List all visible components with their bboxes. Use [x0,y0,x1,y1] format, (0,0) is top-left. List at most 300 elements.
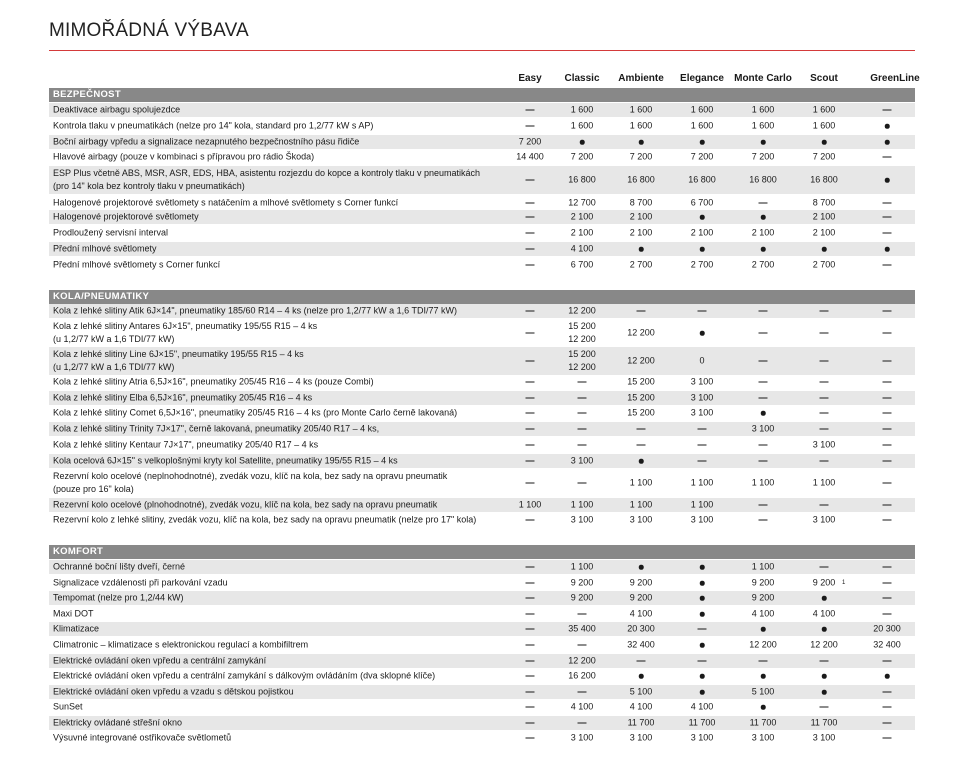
table-row [49,513,915,527]
not-available-dash [759,520,768,521]
price-cell: 2 100 [751,227,775,238]
not-available-dash [578,723,587,724]
price-cell: 1 600 [751,120,775,131]
standard-dot-icon [822,690,827,695]
not-available-dash [759,203,768,204]
price-cell: 9 200 [570,592,594,603]
not-available-dash [637,311,646,312]
standard-dot-icon [885,124,890,129]
not-available-dash [698,629,707,630]
row-label: Kola z lehké slitiny Comet 6,5J×16", pneumatiky 205/45 R16 – 4 ks (pro Monte Carlo černě lakovaná) [53,407,458,418]
row-label: Climatronic – klimatizace s elektronickou regulací a kombifiltrem [53,639,309,650]
not-available-dash [820,333,829,334]
table-row [49,638,915,652]
not-available-dash [759,311,768,312]
table-row [49,654,915,668]
not-available-dash [698,461,707,462]
row-label: Kola ocelová 6J×15" s velkoplošnými kryty kol Satellite, pneumatiky 195/55 R15 – 4 ks [53,455,398,466]
not-available-dash [883,445,892,446]
row-label: Signalizace vzdálenosti při parkování vzadu [53,577,228,588]
standard-dot-icon [822,674,827,679]
price-cell: 5 100 [751,686,775,697]
standard-dot-icon [885,178,890,183]
not-available-dash [698,429,707,430]
standard-dot-icon [822,627,827,632]
row-label: Rezervní kolo z lehké slitiny, zvedák vozu, klíč na kola, bez sady na opravu pneumatik (nelze pro 17" kola) [53,514,477,525]
standard-dot-icon [700,581,705,586]
price-cell: 15 200 12 200 [568,349,596,372]
title-divider [49,50,915,51]
price-cell: 3 100 [690,407,714,418]
price-cell: 16 800 [627,174,655,185]
not-available-dash [883,723,892,724]
not-available-dash [759,461,768,462]
not-available-dash [883,217,892,218]
table-row [49,438,915,452]
row-label: Deaktivace airbagu spolujezdce [53,104,181,115]
variant-header-scout: Scout [810,73,838,84]
price-cell: 4 100 [629,608,653,619]
price-cell: 7 200 [751,151,775,162]
price-cell: 3 100 [812,732,836,743]
standard-dot-icon [885,247,890,252]
price-cell: 20 300 [627,623,655,634]
not-available-dash [883,692,892,693]
not-available-dash [759,445,768,446]
not-available-dash [883,265,892,266]
table-row [49,391,915,405]
price-cell: 15 200 [627,407,655,418]
price-cell: 2 100 [570,211,594,222]
not-available-dash [883,157,892,158]
table-row [49,498,915,512]
price-cell: 16 800 [749,174,777,185]
price-cell: 9 200 [570,577,594,588]
price-cell: 1 100 [812,477,836,488]
price-cell: 14 400 [516,151,544,162]
not-available-dash [637,445,646,446]
price-cell: 2 100 [629,227,653,238]
standard-dot-icon [761,674,766,679]
price-cell: 2 700 [751,259,775,270]
price-cell: 8 700 [629,197,653,208]
variant-header-greenline: GreenLine [870,73,920,84]
not-available-dash [578,429,587,430]
not-available-dash [526,707,535,708]
price-cell: 1 600 [570,104,594,115]
price-cell: 1 100 [751,477,775,488]
standard-dot-icon [639,140,644,145]
price-cell: 1 600 [629,120,653,131]
not-available-dash [526,661,535,662]
not-available-dash [526,629,535,630]
not-available-dash [820,361,829,362]
standard-dot-icon [761,705,766,710]
not-available-dash [526,445,535,446]
variant-header-classic: Classic [564,73,600,84]
not-available-dash [883,738,892,739]
page-title: MIMOŘÁDNÁ VÝBAVA [49,20,249,41]
not-available-dash [698,311,707,312]
table-row [49,304,915,318]
not-available-dash [526,567,535,568]
price-cell: 1 100 [690,499,714,510]
row-label: Ochranné boční lišty dveří, černé [53,561,186,572]
row-label: Kontrola tlaku v pneumatikách (nelze pro 14" kola, standard pro 1,2/77 kW s AP) [53,120,374,131]
table-row [49,196,915,210]
variant-header-easy: Easy [518,73,542,84]
table-row [49,622,915,636]
not-available-dash [526,265,535,266]
not-available-dash [883,505,892,506]
not-available-dash [883,483,892,484]
not-available-dash [526,614,535,615]
row-label: Rezervní kolo ocelové (neplnohodnotné), zvedák vozu, klíč na kola, bez sady na opravu pneumatik (pouze pro 16" kola) [53,471,448,494]
not-available-dash [526,180,535,181]
not-available-dash [526,382,535,383]
standard-dot-icon [700,596,705,601]
row-label: Kola z lehké slitiny Atik 6J×14", pneumatiky 185/60 R14 – 4 ks (nelze pro 1,2/77 kW a 1,6 TDI/77 kW) [53,305,457,316]
not-available-dash [578,445,587,446]
not-available-dash [883,707,892,708]
not-available-dash [578,483,587,484]
row-label: Klimatizace [53,623,100,634]
not-available-dash [883,429,892,430]
price-cell: 1 100 [518,499,542,510]
variant-header-row [49,73,920,87]
price-cell: 12 200 [627,355,655,366]
standard-dot-icon [761,411,766,416]
not-available-dash [883,520,892,521]
not-available-dash [820,382,829,383]
price-cell: 1 100 [629,499,653,510]
row-label: Výsuvné integrované ostřikovače světlometů [53,732,232,743]
not-available-dash [578,382,587,383]
price-cell: 12 200 [749,639,777,650]
price-cell: 12 200 [627,327,655,338]
row-label: Halogenové projektorové světlomety [53,211,199,222]
price-cell: 3 100 [629,732,653,743]
price-cell: 7 200 [812,151,836,162]
variant-header-elegance: Elegance [680,73,724,84]
not-available-dash [820,461,829,462]
table-row [49,375,915,389]
table-row [49,700,915,714]
table-row [49,685,915,699]
not-available-dash [759,398,768,399]
price-cell: 9 200 [812,577,836,588]
price-cell: 2 700 [812,259,836,270]
standard-dot-icon [700,612,705,617]
not-available-dash [883,311,892,312]
price-cell: 16 800 [810,174,838,185]
table-row [49,591,915,605]
standard-dot-icon [700,215,705,220]
price-cell: 1 600 [812,120,836,131]
price-cell: 7 200 [690,151,714,162]
standard-dot-icon [885,140,890,145]
price-cell: 1 600 [690,120,714,131]
not-available-dash [820,505,829,506]
standard-dot-icon [761,627,766,632]
table-row [49,422,915,436]
not-available-dash [759,333,768,334]
not-available-dash [883,567,892,568]
not-available-dash [883,233,892,234]
not-available-dash [759,661,768,662]
price-cell: 32 400 [873,639,901,650]
not-available-dash [578,645,587,646]
row-label: Elektrické ovládání oken vpředu a vzadu s dětskou pojistkou [53,686,294,697]
table-row [49,576,915,590]
price-cell: 16 800 [568,174,596,185]
standard-dot-icon [700,565,705,570]
price-cell: 1 100 [570,561,594,572]
price-cell: 1 100 [629,477,653,488]
price-cell: 3 100 [812,514,836,525]
table-row [49,716,915,730]
table-row [49,119,915,133]
row-label: Elektrické ovládání oken vpředu a centrální zamykání [53,655,267,666]
not-available-dash [820,413,829,414]
price-cell: 3 100 [570,514,594,525]
price-cell: 20 300 [873,623,901,634]
price-cell: 4 100 [751,608,775,619]
not-available-dash [759,382,768,383]
standard-dot-icon [639,565,644,570]
standard-dot-icon [761,247,766,252]
price-cell: 2 100 [812,227,836,238]
price-cell: 4 100 [629,701,653,712]
table-row [49,258,915,272]
price-cell: 11 700 [810,717,838,728]
row-label: Halogenové projektorové světlomety s natáčením a mlhové světlomety s Corner funkcí [53,197,399,208]
table-row [49,242,915,256]
standard-dot-icon [700,331,705,336]
price-cell: 32 400 [627,639,655,650]
not-available-dash [698,445,707,446]
not-available-dash [883,461,892,462]
table-row [49,731,915,745]
not-available-dash [526,461,535,462]
not-available-dash [883,398,892,399]
standard-dot-icon [700,674,705,679]
row-label: Kola z lehké slitiny Line 6J×15", pneumatiky 195/55 R15 – 4 ks (u 1,2/77 kW a 1,6 TDI/77 kW) [53,349,304,372]
not-available-dash [526,723,535,724]
price-cell: 3 100 [570,455,594,466]
standard-dot-icon [885,674,890,679]
standard-dot-icon [761,215,766,220]
not-available-dash [883,382,892,383]
price-cell: 2 700 [690,259,714,270]
not-available-dash [526,598,535,599]
price-cell: 9 200 [629,577,653,588]
price-cell: 6 700 [570,259,594,270]
row-label: Kola z lehké slitiny Kentaur 7J×17", pneumatiky 205/40 R17 – 4 ks [53,439,319,450]
row-label: Maxi DOT [53,608,94,619]
standard-dot-icon [580,140,585,145]
price-cell: 3 100 [690,732,714,743]
row-label: Prodloužený servisní interval [53,227,169,238]
price-cell: 12 200 [810,639,838,650]
not-available-dash [698,661,707,662]
not-available-dash [759,505,768,506]
table-row [49,406,915,420]
price-cell: 4 100 [812,608,836,619]
price-cell: 9 200 [751,592,775,603]
price-cell: 3 100 [751,423,775,434]
footnote-marker: 1 [842,580,846,586]
price-cell: 1 100 [751,561,775,572]
not-available-dash [578,692,587,693]
price-cell: 3 100 [690,392,714,403]
table-row [49,135,915,149]
standard-dot-icon [700,247,705,252]
not-available-dash [526,398,535,399]
row-label: Kola z lehké slitiny Antares 6J×15", pneumatiky 195/55 R15 – 4 ks (u 1,2/77 kW a 1,6 TDI/77 kW) [53,321,318,344]
not-available-dash [883,333,892,334]
price-cell: 15 200 [627,376,655,387]
row-label: Elektricky ovládané střešní okno [53,717,183,728]
table-row [49,103,915,117]
price-cell: 1 100 [570,499,594,510]
standard-dot-icon [639,459,644,464]
table-row [49,669,915,683]
not-available-dash [578,398,587,399]
row-label: Elektrické ovládání oken vpředu a centrální zamykání s dálkovým ovládáním (dva sklopné klíče) [53,670,436,681]
price-cell: 6 700 [690,197,714,208]
price-cell: 16 800 [688,174,716,185]
table-row [49,469,915,497]
not-available-dash [526,520,535,521]
price-cell: 1 600 [570,120,594,131]
not-available-dash [526,311,535,312]
table-row [49,166,915,194]
row-label: Kola z lehké slitiny Elba 6,5J×16", pneumatiky 205/45 R16 – 4 ks [53,392,313,403]
not-available-dash [637,661,646,662]
not-available-dash [526,483,535,484]
price-cell: 11 700 [688,717,716,728]
not-available-dash [637,429,646,430]
not-available-dash [883,110,892,111]
not-available-dash [759,361,768,362]
not-available-dash [883,598,892,599]
not-available-dash [883,203,892,204]
not-available-dash [883,661,892,662]
not-available-dash [526,126,535,127]
not-available-dash [820,661,829,662]
not-available-dash [883,614,892,615]
not-available-dash [526,110,535,111]
price-cell: 3 100 [690,376,714,387]
section-header: BEZPEČNOST [49,88,915,102]
price-cell: 2 100 [629,211,653,222]
not-available-dash [526,429,535,430]
price-cell: 7 200 [570,151,594,162]
table-row [49,226,915,240]
row-label: Kola z lehké slitiny Atria 6,5J×16", pneumatiky 205/45 R16 – 4 ks (pouze Combi) [53,376,374,387]
price-cell: 8 700 [812,197,836,208]
standard-dot-icon [822,596,827,601]
price-cell: 12 200 [568,655,596,666]
not-available-dash [526,692,535,693]
price-cell: 7 200 [518,136,542,147]
price-cell: 3 100 [690,514,714,525]
not-available-dash [526,361,535,362]
price-cell: 11 700 [749,717,777,728]
price-cell: 3 100 [570,732,594,743]
price-cell: 1 600 [812,104,836,115]
price-cell: 15 200 [627,392,655,403]
row-label: SunSet [53,701,83,712]
not-available-dash [578,413,587,414]
not-available-dash [820,311,829,312]
standard-dot-icon [700,690,705,695]
not-available-dash [526,203,535,204]
not-available-dash [883,413,892,414]
price-cell: 12 200 [568,305,596,316]
standard-dot-icon [700,643,705,648]
table-row [49,210,915,224]
not-available-dash [883,361,892,362]
standard-dot-icon [761,140,766,145]
price-cell: 1 600 [751,104,775,115]
price-cell: 1 100 [690,477,714,488]
not-available-dash [526,676,535,677]
price-cell: 7 200 [629,151,653,162]
row-label: Tempomat (nelze pro 1,2/44 kW) [53,592,184,603]
not-available-dash [526,583,535,584]
table-row [49,150,915,164]
row-label: Rezervní kolo ocelové (plnohodnotné), zvedák vozu, klíč na kola, bez sady na opravu pneumatik [53,499,438,510]
price-cell: 12 700 [568,197,596,208]
price-cell: 11 700 [627,717,655,728]
price-cell: 2 100 [570,227,594,238]
price-cell: 35 400 [568,623,596,634]
not-available-dash [578,614,587,615]
not-available-dash [526,645,535,646]
not-available-dash [820,429,829,430]
price-cell: 9 200 [751,577,775,588]
price-cell: 5 100 [629,686,653,697]
standard-dot-icon [639,247,644,252]
not-available-dash [526,233,535,234]
price-cell: 4 100 [570,701,594,712]
row-label: ESP Plus včetně ABS, MSR, ASR, EDS, HBA, asistentu rozjezdu do kopce a kontroly tlaku v pneumatikách (pro 14" kola bez kontroly tlaku v pneumatikách) [53,168,481,191]
not-available-dash [883,583,892,584]
price-cell: 2 100 [812,211,836,222]
standard-dot-icon [639,674,644,679]
not-available-dash [526,249,535,250]
table-row [49,347,915,375]
standard-dot-icon [822,140,827,145]
price-cell: 4 100 [570,243,594,254]
price-cell: 0 [699,355,705,366]
not-available-dash [820,567,829,568]
not-available-dash [820,398,829,399]
price-cell: 4 100 [690,701,714,712]
variant-header-ambiente: Ambiente [618,73,664,84]
price-cell: 16 200 [568,670,596,681]
not-available-dash [526,738,535,739]
section-header: KOLA/PNEUMATIKY [49,290,915,304]
table-row [49,454,915,468]
row-label: Kola z lehké slitiny Trinity 7J×17", černě lakovaná, pneumatiky 205/40 R17 – 4 ks, [53,423,380,434]
row-label: Přední mlhové světlomety [53,243,157,254]
row-label: Boční airbagy vpředu a signalizace nezapnutého bezpečnostního pásu řidiče [53,136,360,147]
price-cell: 3 100 [629,514,653,525]
price-cell: 3 100 [812,439,836,450]
